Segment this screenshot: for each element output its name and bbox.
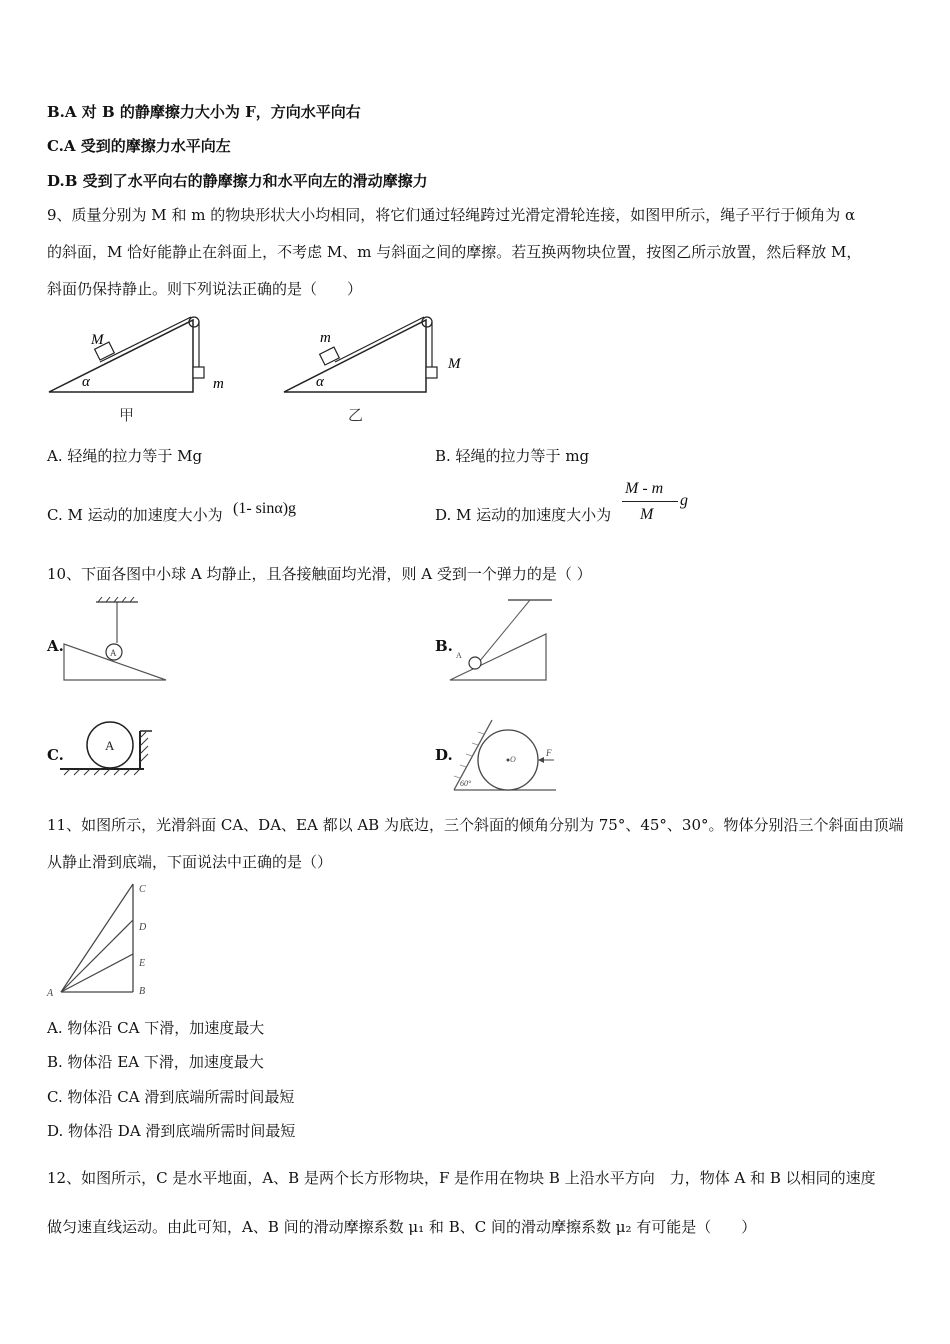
q9-fig2-hang-label: M	[448, 356, 461, 372]
q9-option-d-fraction-bar	[622, 501, 678, 502]
q10-stem: 10、下面各图中小球 A 均静止，且各接触面均光滑，则 A 受到一个弹力的是（ ）	[47, 565, 592, 583]
q10-label-c: C.	[47, 746, 64, 764]
q10-fig-d-center-label: O	[510, 755, 516, 764]
q9-option-d-numerator: M - m	[625, 480, 664, 497]
q10-label-b: B.	[435, 637, 453, 655]
q10-fig-c-ball-label: A	[105, 738, 115, 753]
q8-option-c: C.A 受到的摩擦力水平向左	[47, 137, 231, 155]
q9-fig1-angle-label: α	[82, 374, 90, 390]
q9-stem-line3: 斜面仍保持静止。则下列说法正确的是（ ）	[47, 280, 363, 298]
q9-fig2-angle-label: α	[316, 374, 324, 390]
q9-figure-jia	[45, 310, 245, 430]
q10-fig-b-ball-label: A	[456, 651, 462, 660]
q11-option-a: A. 物体沿 CA 下滑，加速度最大	[47, 1019, 265, 1037]
q9-option-d-denominator: M	[640, 506, 654, 523]
q11-option-d: D. 物体沿 DA 滑到底端所需时间最短	[47, 1122, 296, 1140]
q10-fig-d-force-label: F	[546, 748, 552, 758]
q11-fig-label-e: E	[139, 958, 146, 969]
q9-option-b: B. 轻绳的拉力等于 mg	[435, 447, 590, 465]
q9-option-d: D. M 运动的加速度大小为	[435, 506, 612, 524]
q11-stem-line1: 11、如图所示，光滑斜面 CA、DA、EA 都以 AB 为底边，三个斜面的倾角分别为 75°、45°、30°。物体分别沿三个斜面由顶端	[47, 816, 904, 834]
q11-fig-label-c: C	[139, 884, 146, 895]
q9-stem-line2: 的斜面，M 恰好能静止在斜面上，不考虑 M、m 与斜面之间的摩擦。若互换两物块位置，按图乙所示放置，然后释放 M，	[47, 243, 862, 261]
q8-option-b: B.A 对 B 的静摩擦力大小为 F，方向水平向右	[47, 103, 361, 121]
q12-stem-line1: 12、如图所示，C 是水平地面，A、B 是两个长方形物块，F 是作用在物块 B 上沿水平方向 力，物体 A 和 B 以相同的速度	[47, 1169, 876, 1187]
q9-fig2-block-label: m	[320, 330, 331, 346]
q10-figure-a	[62, 596, 172, 686]
q11-figure	[45, 880, 165, 1000]
q10-label-d: D.	[435, 746, 453, 764]
q12-stem-line2: 做匀速直线运动。由此可知，A、B 间的滑动摩擦系数 μ₁ 和 B、C 间的滑动摩擦系数 μ₂ 有可能是（ ）	[47, 1218, 757, 1236]
q9-figure-yi	[280, 310, 480, 430]
q10-fig-a-ball-label: A	[110, 648, 117, 658]
q9-option-c-expression: (1- sinα)g	[233, 500, 297, 517]
q10-fig-d-angle-label: 60°	[460, 779, 472, 788]
q9-option-d-g: g	[680, 492, 688, 509]
q10-figure-c	[60, 722, 160, 782]
q10-figure-d	[450, 716, 560, 796]
q9-fig2-caption: 乙	[348, 408, 364, 424]
q11-option-c: C. 物体沿 CA 滑到底端所需时间最短	[47, 1088, 295, 1106]
q9-fig1-hang-label: m	[213, 376, 224, 392]
q9-option-c: C. M 运动的加速度大小为	[47, 506, 223, 524]
q9-stem-line1: 9、质量分别为 M 和 m 的物块形状大小均相同，将它们通过轻绳跨过光滑定滑轮连接，如图甲所示，绳子平行于倾角为 α	[47, 206, 856, 224]
q11-fig-label-a: A	[47, 988, 54, 999]
q10-figure-b	[448, 596, 558, 686]
q9-option-a: A. 轻绳的拉力等于 Mg	[47, 447, 203, 465]
q11-stem-line2: 从静止滑到底端，下面说法中正确的是（）	[47, 853, 333, 871]
q11-fig-label-d: D	[139, 922, 147, 933]
q10-label-a: A.	[47, 637, 64, 655]
q8-option-d: D.B 受到了水平向右的静摩擦力和水平向左的滑动摩擦力	[47, 172, 428, 190]
q9-fig1-caption: 甲	[119, 408, 135, 424]
q11-option-b: B. 物体沿 EA 下滑，加速度最大	[47, 1053, 264, 1071]
q9-fig1-block-label: M	[91, 332, 104, 348]
q11-fig-label-b: B	[139, 986, 146, 997]
